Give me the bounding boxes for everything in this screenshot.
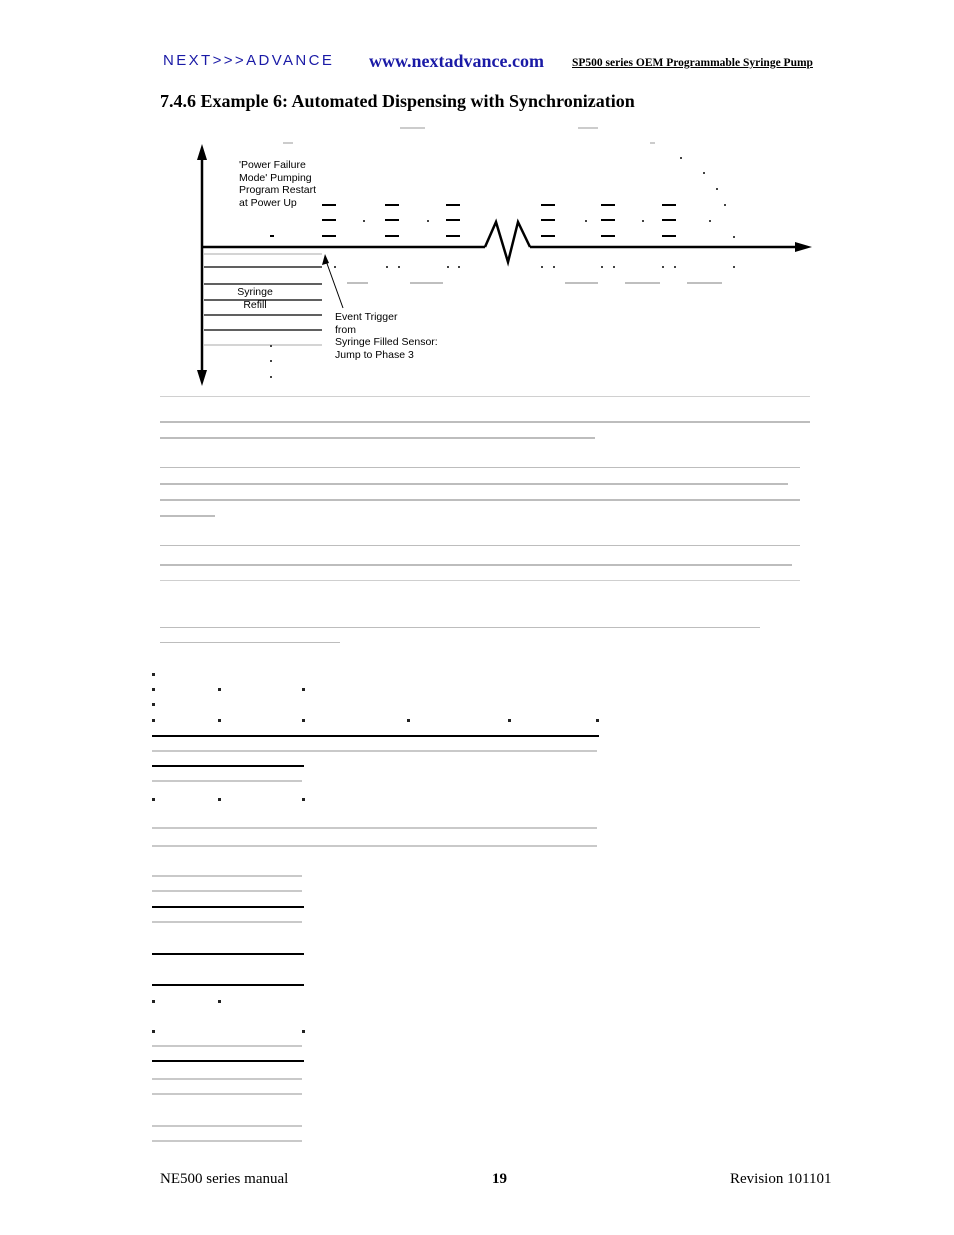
section-title: 7.4.6 Example 6: Automated Dispensing with Synchronization <box>160 91 635 111</box>
axis-break-zigzag <box>485 222 530 262</box>
power-failure-label: 'Power Failure Mode' Pumping Program Restart at Power Up <box>239 159 317 209</box>
x-axis-arrow <box>795 242 812 252</box>
event-trigger-label: Event Trigger from Syringe Filled Sensor: Jump to Phase 3 <box>335 311 438 361</box>
brand-logo: NEXT>>>ADVANCE <box>163 52 335 69</box>
y-axis-arrow-down <box>197 370 207 386</box>
footer-page-number: 19 <box>492 1171 507 1187</box>
dispensing-timing-diagram <box>0 0 954 400</box>
event-pointer-arrow <box>322 254 329 265</box>
syringe-refill-label: Syringe Refill <box>237 286 273 311</box>
header-product-title: SP500 series OEM Programmable Syringe Pump <box>572 57 813 69</box>
footer-manual-name: NE500 series manual <box>160 1171 289 1187</box>
pulse-dashes <box>270 205 676 236</box>
y-axis-arrow-up <box>197 144 207 160</box>
header-url-link[interactable]: www.nextadvance.com <box>369 51 544 71</box>
event-pointer-line <box>325 258 343 308</box>
footer-revision: Revision 101101 <box>730 1171 832 1187</box>
